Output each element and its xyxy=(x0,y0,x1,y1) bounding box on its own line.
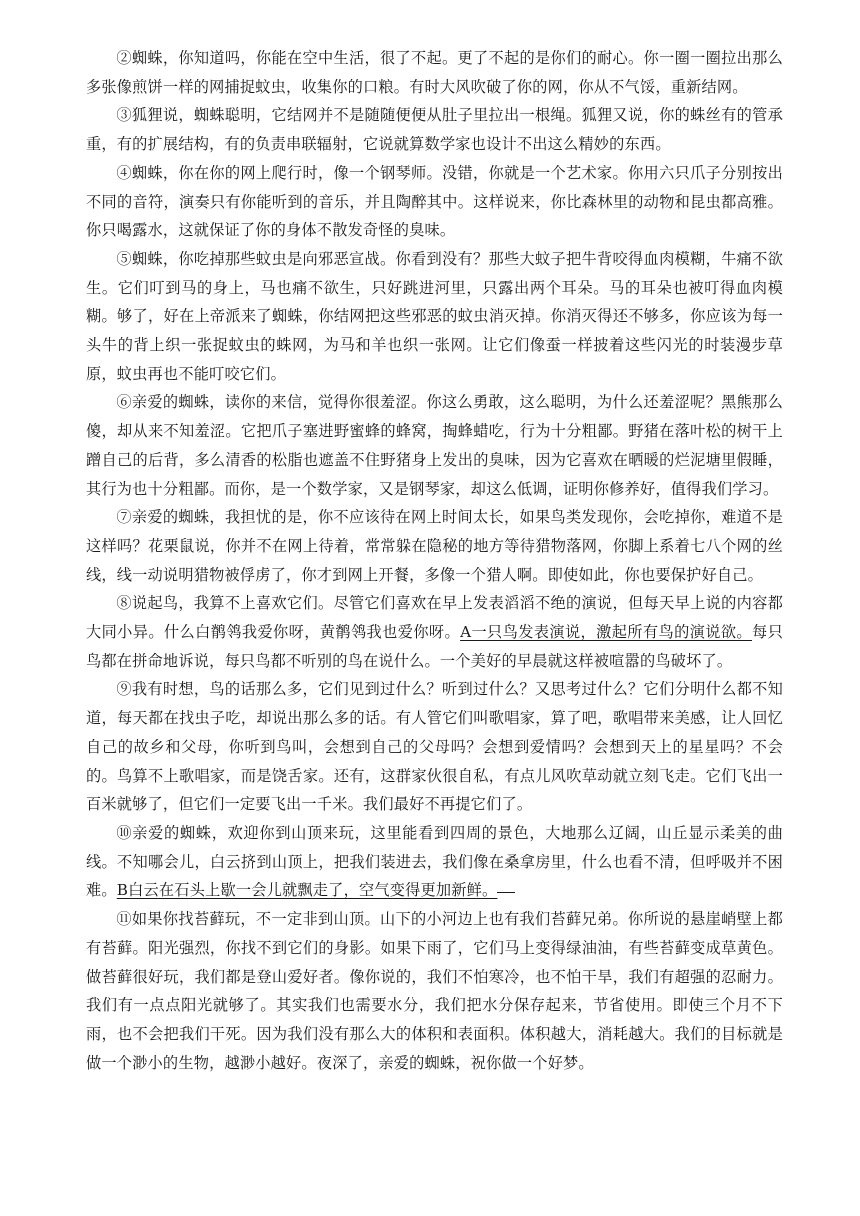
paragraph-5: ⑤蜘蛛，你吃掉那些蚊虫是向邪恶宣战。你看到没有？那些大蚊子把牛背咬得血肉模糊，牛痛不欲生。它们叮到马的身上，马也痛不欲生，只好跳进河里，只露出两个耳朵。马的耳朵也被叮得血肉模糊。够了，好在上帝派来了蜘蛛，你结网把这些邪恶的蚊虫消灭掉。你消灭得还不够多，你应该为每一头牛的背上织一张捉蚊虫的蛛网，为马和羊也织一张网。让它们像蚕一样披着这些闪光的时装漫步草原，蚊虫再也不能叮咬它们。 xyxy=(86,249,783,383)
paragraph-7: ⑦亲爱的蜘蛛，我担忧的是，你不应该待在网上时间太长，如果鸟类发现你，会吃掉你，难道不是这样吗？花栗鼠说，你并不在网上待着，常常躲在隐秘的地方等待猎物落网，你脚上系着七八个网的丝线，线一动说明猎物被俘虏了，你才到网上开餐，多像一个猎人啊。即使如此，你也要保护好自己。 xyxy=(86,508,783,584)
paragraph-9: ⑨我有时想，鸟的话那么多，它们见到过什么？听到过什么？又思考过什么？它们分明什么都不知道，每天都在找虫子吃，却说出那么多的话。有人管它们叫歌唱家，算了吧，歌唱带来美感，让人回忆自己的故乡和父母，你听到鸟叫，会想到自己的父母吗？会想到爱情吗？会想到天上的星星吗？不会的。鸟算不上歌唱家，而是饶舌家。还有，这群家伙很自私，有点儿风吹草动就立刻飞走。它们飞出一百米就够了，但它们一定要飞出一千米。我们最好不再提它们了。 xyxy=(86,680,783,814)
paragraph-4: ④蜘蛛，你在你的网上爬行时，像一个钢琴师。没错，你就是一个艺术家。你用六只爪子分别按出不同的音符，演奏只有你能听到的音乐，并且陶醉其中。这样说来，你比森林里的动物和昆虫都高雅。你只喝露水，这就保证了你的身体不散发奇怪的臭味。 xyxy=(86,163,783,240)
paragraph-8-text-before: ⑧说起鸟，我算不上喜欢它们。尽管它们喜欢在早上发表滔滔不绝的演说，但每天早上说的内容都大同小异。什么白鹡鸰我爱你呀，黄鹡鸰我也爱你呀。 xyxy=(86,594,783,642)
paragraph-11: ⑪如果你找苔藓玩，不一定非到山顶。山下的小河边上也有我们苔藓兄弟。你所说的悬崖峭壁上都有苔藓。阳光强烈，你找不到它们的身影。如果下雨了，它们马上变得绿油油，有些苔藓变成草黄色。做苔藓很好玩，我们都是登山爱好者。像你说的，我们不怕寒冷，也不怕干旱，我们有超强的忍耐力。我们有一点点阳光就够了。其实我们也需要水分，我们把水分保存起来，节省使用。即使三个月不下雨，也不会把我们干死。因为我们没有那么大的体积和表面积。体积越大，消耗越大。我们的目标就是做一个渺小的生物，越渺小越好。夜深了，亲爱的蜘蛛，祝你做一个好梦。 xyxy=(86,910,783,1072)
paragraph-10 xyxy=(86,819,783,905)
paragraph-8 xyxy=(86,589,783,675)
paragraph-10-text-before: ⑩亲爱的蜘蛛，欢迎你到山顶来玩，这里能看到四周的景色，大地那么辽阔，山丘显示柔美的曲线。不知哪会儿，白云挤到山顶上，把我们装进去，我们像在桑拿房里，什么也看不清，但呼吸并不困难。 xyxy=(86,823,783,900)
paragraph-3: ③狐狸说，蜘蛛聪明，它结网并不是随随便便从肚子里拉出一根绳。狐狸又说，你的蛛丝有的管承重，有的扩展结构，有的负责串联辐射，它说就算数学家也设计不出这么精妙的东西。 xyxy=(86,106,783,154)
underline-trail-line xyxy=(497,891,515,893)
paragraph-2: ②蜘蛛，你知道吗，你能在空中生活，很了不起。更了不起的是你们的耐心。你一圈一圈拉出那么多张像煎饼一样的网捕捉蚊虫，收集你的口粮。有时大风吹破了你的网，你从不气馁，重新结网。 xyxy=(86,49,783,96)
paragraph-8-text-after: 每只鸟都在拼命地诉说，每只鸟都不听别的鸟在说什么。一个美好的早晨就这样被喧嚣的鸟破坏了。 xyxy=(86,623,783,670)
underlined-sentence-b: B白云在石头上歇一会儿就飘走了，空气变得更加新鲜。 xyxy=(116,881,498,900)
document-page xyxy=(86,44,783,1077)
paragraph-6: ⑥亲爱的蜘蛛，读你的来信，觉得你很羞涩。你这么勇敢，这么聪明，为什么还羞涩呢？黑熊那么傻，却从来不知羞涩。它把爪子塞进野蜜蜂的蜂窝，掏蜂蜡吃，行为十分粗鄙。野猪在落叶松的树干上蹭自己的后背，多么清香的松脂也遮盖不住野猪身上发出的臭味，因为它喜欢在晒暖的烂泥塘里假睡，其行为也十分粗鄙。而你，是一个数学家，又是钢琴家，却这么低调，证明你修养好，值得我们学习。 xyxy=(86,393,783,498)
underlined-sentence-a: A一只鸟发表演说，激起所有鸟的演说欲。 xyxy=(460,623,752,642)
